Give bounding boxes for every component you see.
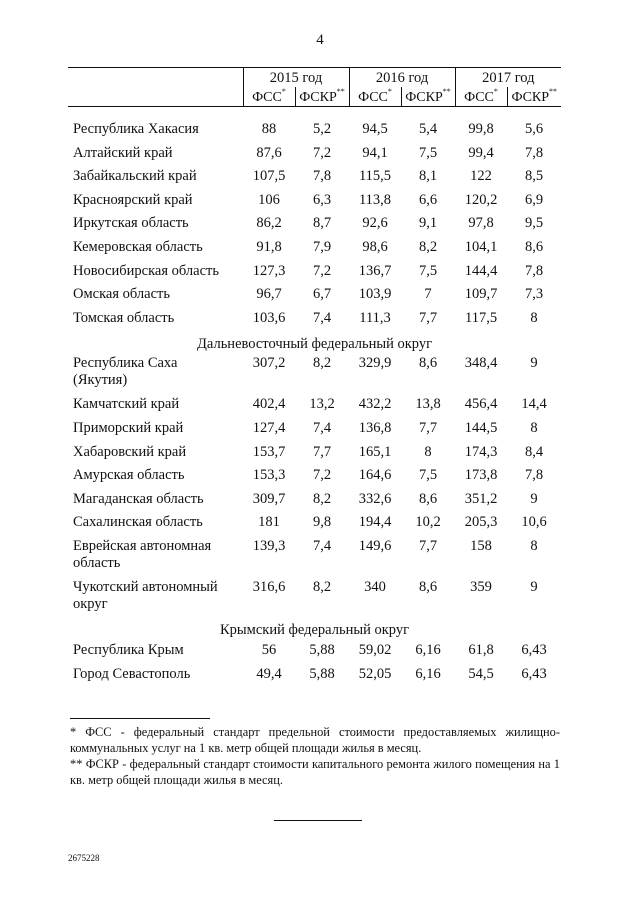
table-row [68,420,561,444]
footnote-separator [70,718,210,719]
fss-value: 144,4 [464,262,498,279]
table-row [68,239,561,263]
fss-value: 122 [470,168,492,185]
fskr-value: 9 [530,355,538,372]
fskr-value: 8,2 [312,490,332,507]
fskr-value: 5,88 [309,665,335,682]
column-header-row [68,87,561,107]
fskr-value: 7,4 [312,537,332,554]
fss-value: 104,1 [464,238,498,255]
fskr-value: 10,2 [415,514,441,531]
footnote-mark: ** [549,87,558,96]
fss-value: 97,8 [468,215,494,232]
table-row [68,286,561,310]
fss-value: 94,5 [362,121,388,137]
fskr-value: 5,4 [418,121,438,137]
fss-value: 149,6 [358,537,392,554]
fss-column-header [349,87,401,107]
region-name: Чукотский автономный округ [73,578,218,612]
table-row [68,666,561,690]
table-row [68,642,561,666]
fskr-value: 8,5 [524,168,544,185]
region-name: Иркутская область [73,215,189,232]
year-header-row [68,68,561,88]
region-name: Магаданская область [73,490,204,507]
fss-column-header [243,87,295,107]
fskr-value: 7,8 [524,467,544,484]
fskr-value: 5,6 [524,121,544,137]
fskr-value: 8,1 [418,168,438,185]
fskr-value: 7,2 [312,144,332,161]
table-row [68,121,561,145]
fss-value: 49,4 [256,665,282,682]
region-name: Камчатский край [73,396,180,413]
footnote-mark: * [281,87,286,96]
region-name: Томская область [73,309,175,326]
column-label: ФСС [358,90,388,105]
fss-value: 127,4 [252,419,286,436]
footnote-fskr: ** ФСКР - федеральный стандарт стоимости капитального ремонта жилого помещения на 1 кв. метр общей площади жилья в месяц. [70,757,560,787]
region-name: Сахалинская область [73,514,203,531]
fskr-value: 13,2 [309,396,335,413]
fss-value: 136,8 [358,419,392,436]
fskr-value: 13,8 [415,396,441,413]
fskr-value: 5,2 [312,121,332,137]
table-row [68,192,561,216]
table-row [68,579,561,620]
fskr-value: 7 [424,286,432,303]
fskr-value: 8,6 [524,238,544,255]
document-id: 2675228 [68,853,100,863]
page-number: 4 [316,32,324,48]
fss-value: 164,6 [358,467,392,484]
table-row [68,396,561,420]
fskr-value: 9,1 [418,215,438,232]
fskr-value: 7,4 [312,419,332,436]
fss-value: 120,2 [464,191,498,208]
region-name: Новосибирская область [73,262,219,279]
footnote-mark: ** [442,87,451,96]
region-name: Город Севастополь [73,665,191,682]
table-body [68,107,561,690]
fskr-value: 8 [530,537,538,554]
footnote-mark: ** [336,87,345,96]
table-row [68,491,561,515]
fskr-value: 8 [530,309,538,326]
fss-value: 456,4 [464,396,498,413]
fss-value: 88 [261,121,277,137]
fskr-value: 7,7 [418,537,438,554]
fss-value: 117,5 [464,309,498,326]
fss-value: 56 [261,641,277,658]
fskr-value: 8,7 [312,215,332,232]
column-label: ФСКР [405,90,443,105]
fss-value: 139,3 [252,537,286,554]
table-row [68,168,561,192]
fss-value: 173,8 [464,467,498,484]
fskr-column-header [401,87,455,107]
fss-value: 115,5 [358,168,392,185]
footnote-fss: * ФСС - федеральный стандарт предельной стоимости предоставляемых жилищно-коммунальных услуг на 1 кв. метр общей площади жилья в месяц. [70,725,560,755]
fss-value: 96,7 [256,286,282,303]
fss-value: 402,4 [252,396,286,413]
fss-column-header [455,87,507,107]
fskr-value: 7,7 [418,419,438,436]
section-header-row [68,620,561,642]
fskr-value: 7,9 [312,238,332,255]
fss-value: 92,6 [362,215,388,232]
fskr-value: 6,9 [524,191,544,208]
fskr-value: 8,6 [418,355,438,372]
fss-value: 136,7 [358,262,392,279]
fskr-value: 7,8 [524,262,544,279]
fss-value: 153,3 [252,467,286,484]
table-row [68,263,561,287]
table-row [68,467,561,491]
fskr-value: 6,16 [415,665,441,682]
fss-value: 86,2 [256,215,282,232]
fss-value: 107,5 [252,168,286,185]
fskr-value: 7,8 [524,144,544,161]
footnote-mark: * [493,87,498,96]
fss-value: 111,3 [359,309,391,326]
fskr-value: 9,5 [524,215,544,232]
footnotes [70,724,560,788]
fss-value: 181 [258,514,280,531]
table-row [68,538,561,579]
table-row [68,215,561,239]
fss-value: 340 [364,578,386,595]
fss-value: 94,1 [362,144,388,161]
year-header: 2016 год [349,68,455,88]
fskr-value: 10,6 [521,514,547,531]
fskr-value: 7,2 [312,262,332,279]
fskr-value: 8,2 [312,578,332,595]
fskr-value: 8,6 [418,490,438,507]
fskr-value: 14,4 [521,396,547,413]
footnote-mark: * [387,87,392,96]
fss-value: 432,2 [358,396,392,413]
fss-value: 52,05 [358,665,392,682]
fskr-value: 8,2 [312,355,332,372]
year-header: 2017 год [455,68,561,88]
fss-value: 144,5 [464,419,498,436]
fss-value: 98,6 [362,238,388,255]
fss-value: 307,2 [252,355,286,372]
fskr-value: 8 [424,443,432,460]
fss-value: 158 [470,537,492,554]
region-name: Кемеровская область [73,238,203,255]
column-label: ФСКР [299,90,337,105]
fskr-column-header [507,87,561,107]
fskr-value: 6,6 [418,191,438,208]
fskr-value: 7,7 [312,443,332,460]
region-name: Амурская область [73,467,185,484]
fskr-value: 7,3 [524,286,544,303]
section-header-row [68,333,561,355]
fss-value: 61,8 [468,641,494,658]
fss-value: 205,3 [464,514,498,531]
fskr-value: 6,16 [415,641,441,658]
column-label: ФСКР [511,90,550,105]
fss-value: 329,9 [358,355,392,372]
fskr-value: 7,5 [418,262,438,279]
fss-value: 99,4 [468,144,494,161]
end-of-text-rule [274,820,362,821]
fskr-value: 8,4 [524,443,544,460]
table-row [68,145,561,169]
region-name: Еврейская автономная область [73,537,212,571]
fss-value: 316,6 [252,578,286,595]
table-row [68,444,561,468]
table-row [68,355,561,396]
fskr-value: 7,7 [418,309,438,326]
year-header: 2015 год [243,68,349,88]
fskr-value: 6,7 [312,286,332,303]
region-name: Республика Крым [73,641,184,658]
fskr-value: 6,43 [521,641,547,658]
fskr-value: 7,5 [418,144,438,161]
region-name: Красноярский край [73,191,193,208]
region-name: Хабаровский край [73,443,187,460]
fss-value: 109,7 [464,286,498,303]
fss-value: 174,3 [464,443,498,460]
column-label: ФСС [464,90,494,105]
header-spacer [68,107,561,122]
region-header-cell [68,68,243,88]
fskr-value: 6,43 [521,665,547,682]
fskr-value: 8,6 [418,578,438,595]
fskr-column-header [295,87,349,107]
fss-value: 194,4 [358,514,392,531]
fskr-value: 5,88 [309,641,335,658]
fss-value: 106 [258,191,280,208]
fskr-value: 6,3 [312,191,332,208]
fskr-value: 7,4 [312,309,332,326]
fskr-value: 7,5 [418,467,438,484]
fskr-value: 7,2 [312,467,332,484]
fskr-value: 9 [530,578,538,595]
column-label: ФСС [252,90,282,105]
fss-value: 127,3 [252,262,286,279]
fss-value: 87,6 [256,144,282,161]
fskr-value: 8 [530,419,538,436]
fskr-value: 9,8 [312,514,332,531]
fss-value: 332,6 [358,490,392,507]
region-subheader-cell [68,87,243,107]
fss-value: 113,8 [358,191,392,208]
region-name: Омская область [73,286,170,303]
fskr-value: 8,2 [418,238,438,255]
fss-value: 103,6 [252,309,286,326]
tariff-table [68,67,561,689]
table-row [68,310,561,334]
fss-value: 153,7 [252,443,286,460]
section-title: Крымский федеральный округ [220,622,410,639]
region-name: Республика Хакасия [73,121,199,137]
fss-value: 348,4 [464,355,498,372]
fss-value: 91,8 [256,238,282,255]
fss-value: 54,5 [468,665,494,682]
fskr-value: 7,8 [312,168,332,185]
region-name: Республика Саха (Якутия) [73,355,178,389]
fss-value: 165,1 [358,443,392,460]
fss-value: 351,2 [464,490,498,507]
section-title: Дальневосточный федеральный округ [197,335,433,352]
fskr-value: 9 [530,490,538,507]
fss-value: 309,7 [252,490,286,507]
fss-value: 359 [470,578,492,595]
table-row [68,514,561,538]
fss-value: 103,9 [358,286,392,303]
fss-value: 99,8 [468,121,494,137]
fss-value: 59,02 [358,641,392,658]
region-name: Алтайский край [73,144,173,161]
region-name: Приморский край [73,419,184,436]
region-name: Забайкальский край [73,168,197,185]
